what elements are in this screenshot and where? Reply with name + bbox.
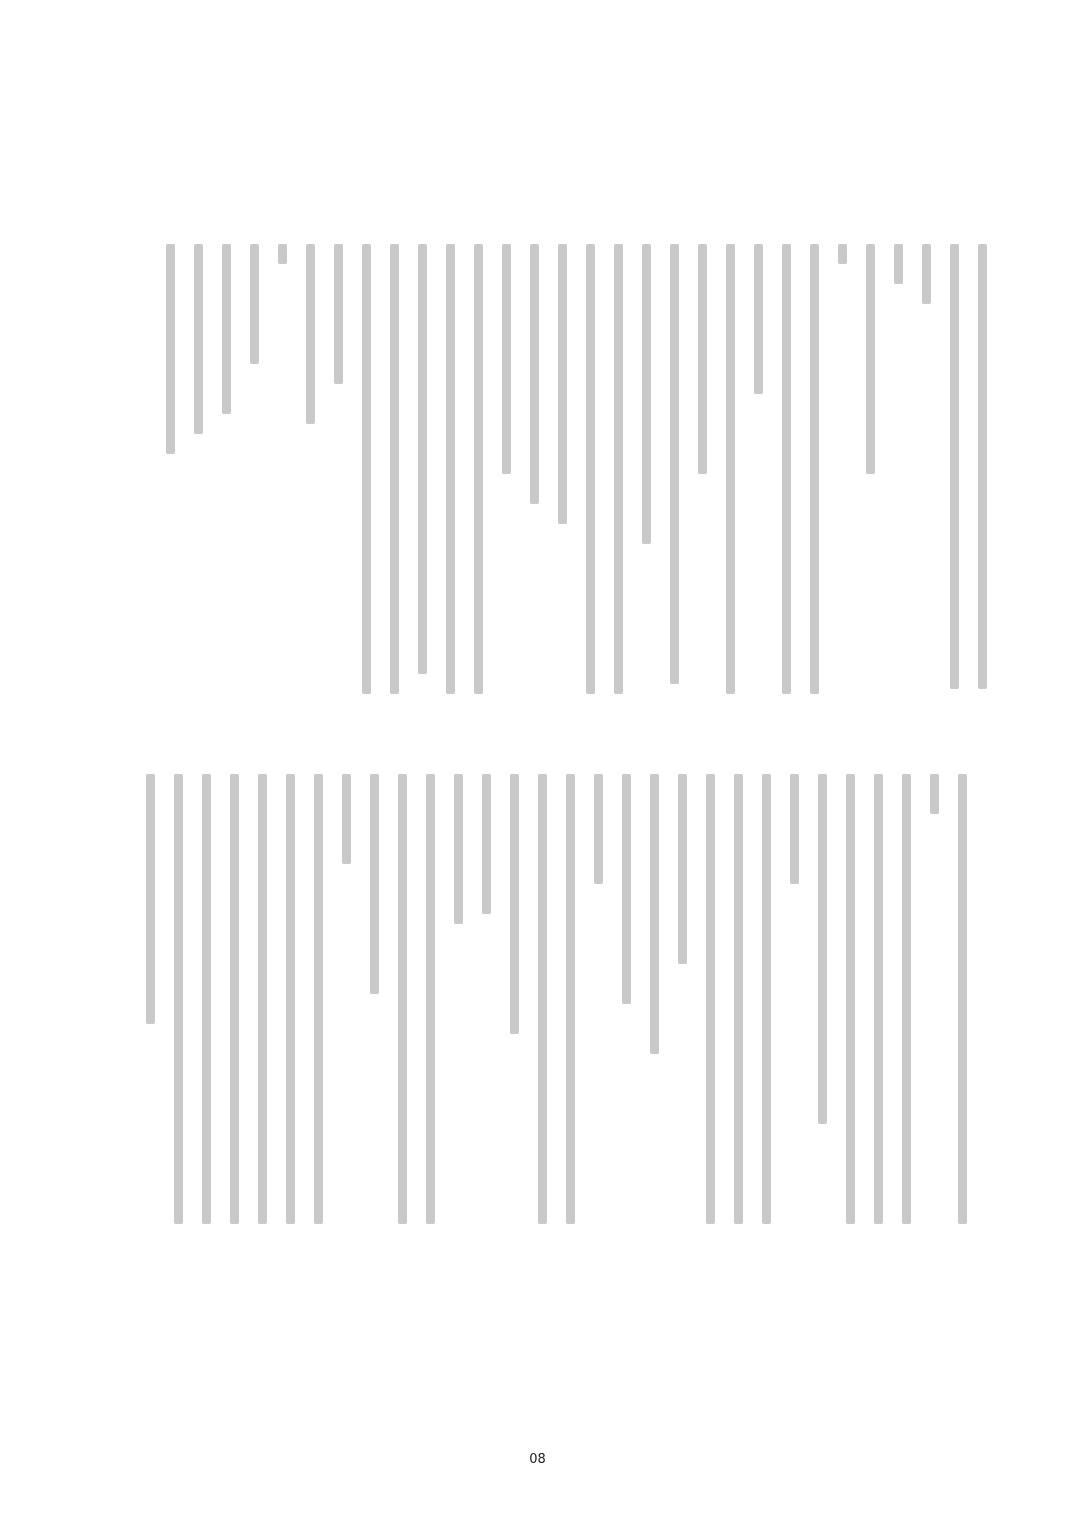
redacted-text-line xyxy=(510,774,519,1034)
redacted-text-line xyxy=(670,244,679,684)
redacted-text-line xyxy=(166,244,175,454)
redacted-text-line xyxy=(586,244,595,694)
redacted-text-line xyxy=(174,774,183,1224)
redacted-text-line xyxy=(418,244,427,674)
redacted-text-line xyxy=(622,774,631,1004)
redacted-text-line xyxy=(278,244,287,264)
redacted-text-line xyxy=(482,774,491,914)
redacted-text-line xyxy=(502,244,511,474)
redacted-text-line xyxy=(930,774,939,814)
redacted-text-line xyxy=(894,244,903,284)
redacted-text-line xyxy=(958,774,967,1224)
redacted-text-line xyxy=(566,774,575,1224)
lower-text-block-redacted xyxy=(160,770,970,1230)
redacted-text-line xyxy=(258,774,267,1224)
redacted-text-line xyxy=(790,774,799,884)
redacted-text-line xyxy=(754,244,763,394)
redacted-text-line xyxy=(194,244,203,434)
redacted-text-line xyxy=(698,244,707,474)
redacted-text-line xyxy=(286,774,295,1224)
redacted-text-line xyxy=(398,774,407,1224)
redacted-text-line xyxy=(762,774,771,1224)
redacted-text-line xyxy=(922,244,931,304)
redacted-text-line xyxy=(706,774,715,1224)
redacted-text-line xyxy=(678,774,687,964)
redacted-text-line xyxy=(202,774,211,1224)
redacted-text-line xyxy=(866,244,875,474)
redacted-text-line xyxy=(222,244,231,414)
redacted-text-line xyxy=(838,244,847,264)
redacted-text-line xyxy=(846,774,855,1224)
redacted-text-line xyxy=(314,774,323,1224)
redacted-text-line xyxy=(734,774,743,1224)
redacted-text-line xyxy=(334,244,343,384)
redacted-text-line xyxy=(614,244,623,694)
redacted-text-line xyxy=(146,774,155,1024)
redacted-text-line xyxy=(810,244,819,694)
redacted-text-line xyxy=(818,774,827,1124)
redacted-text-line xyxy=(426,774,435,1224)
redacted-text-line xyxy=(978,244,987,689)
redacted-text-line xyxy=(782,244,791,694)
redacted-text-line xyxy=(362,244,371,694)
redacted-text-line xyxy=(950,244,959,689)
upper-text-block-redacted xyxy=(160,240,990,700)
redacted-text-line xyxy=(306,244,315,424)
page-number: 08 xyxy=(529,1452,546,1467)
redacted-text-line xyxy=(558,244,567,524)
redacted-text-line xyxy=(454,774,463,924)
redacted-text-line xyxy=(902,774,911,1224)
redacted-text-line xyxy=(594,774,603,884)
redacted-text-line xyxy=(250,244,259,364)
redacted-text-line xyxy=(342,774,351,864)
redacted-text-line xyxy=(530,244,539,504)
redacted-text-line xyxy=(230,774,239,1224)
redacted-text-line xyxy=(370,774,379,994)
redacted-text-line xyxy=(874,774,883,1224)
redacted-text-line xyxy=(642,244,651,544)
redacted-text-line xyxy=(390,244,399,694)
redacted-text-line xyxy=(650,774,659,1054)
redacted-text-line xyxy=(538,774,547,1224)
redacted-text-line xyxy=(726,244,735,694)
redacted-text-line xyxy=(474,244,483,694)
redacted-text-line xyxy=(446,244,455,694)
